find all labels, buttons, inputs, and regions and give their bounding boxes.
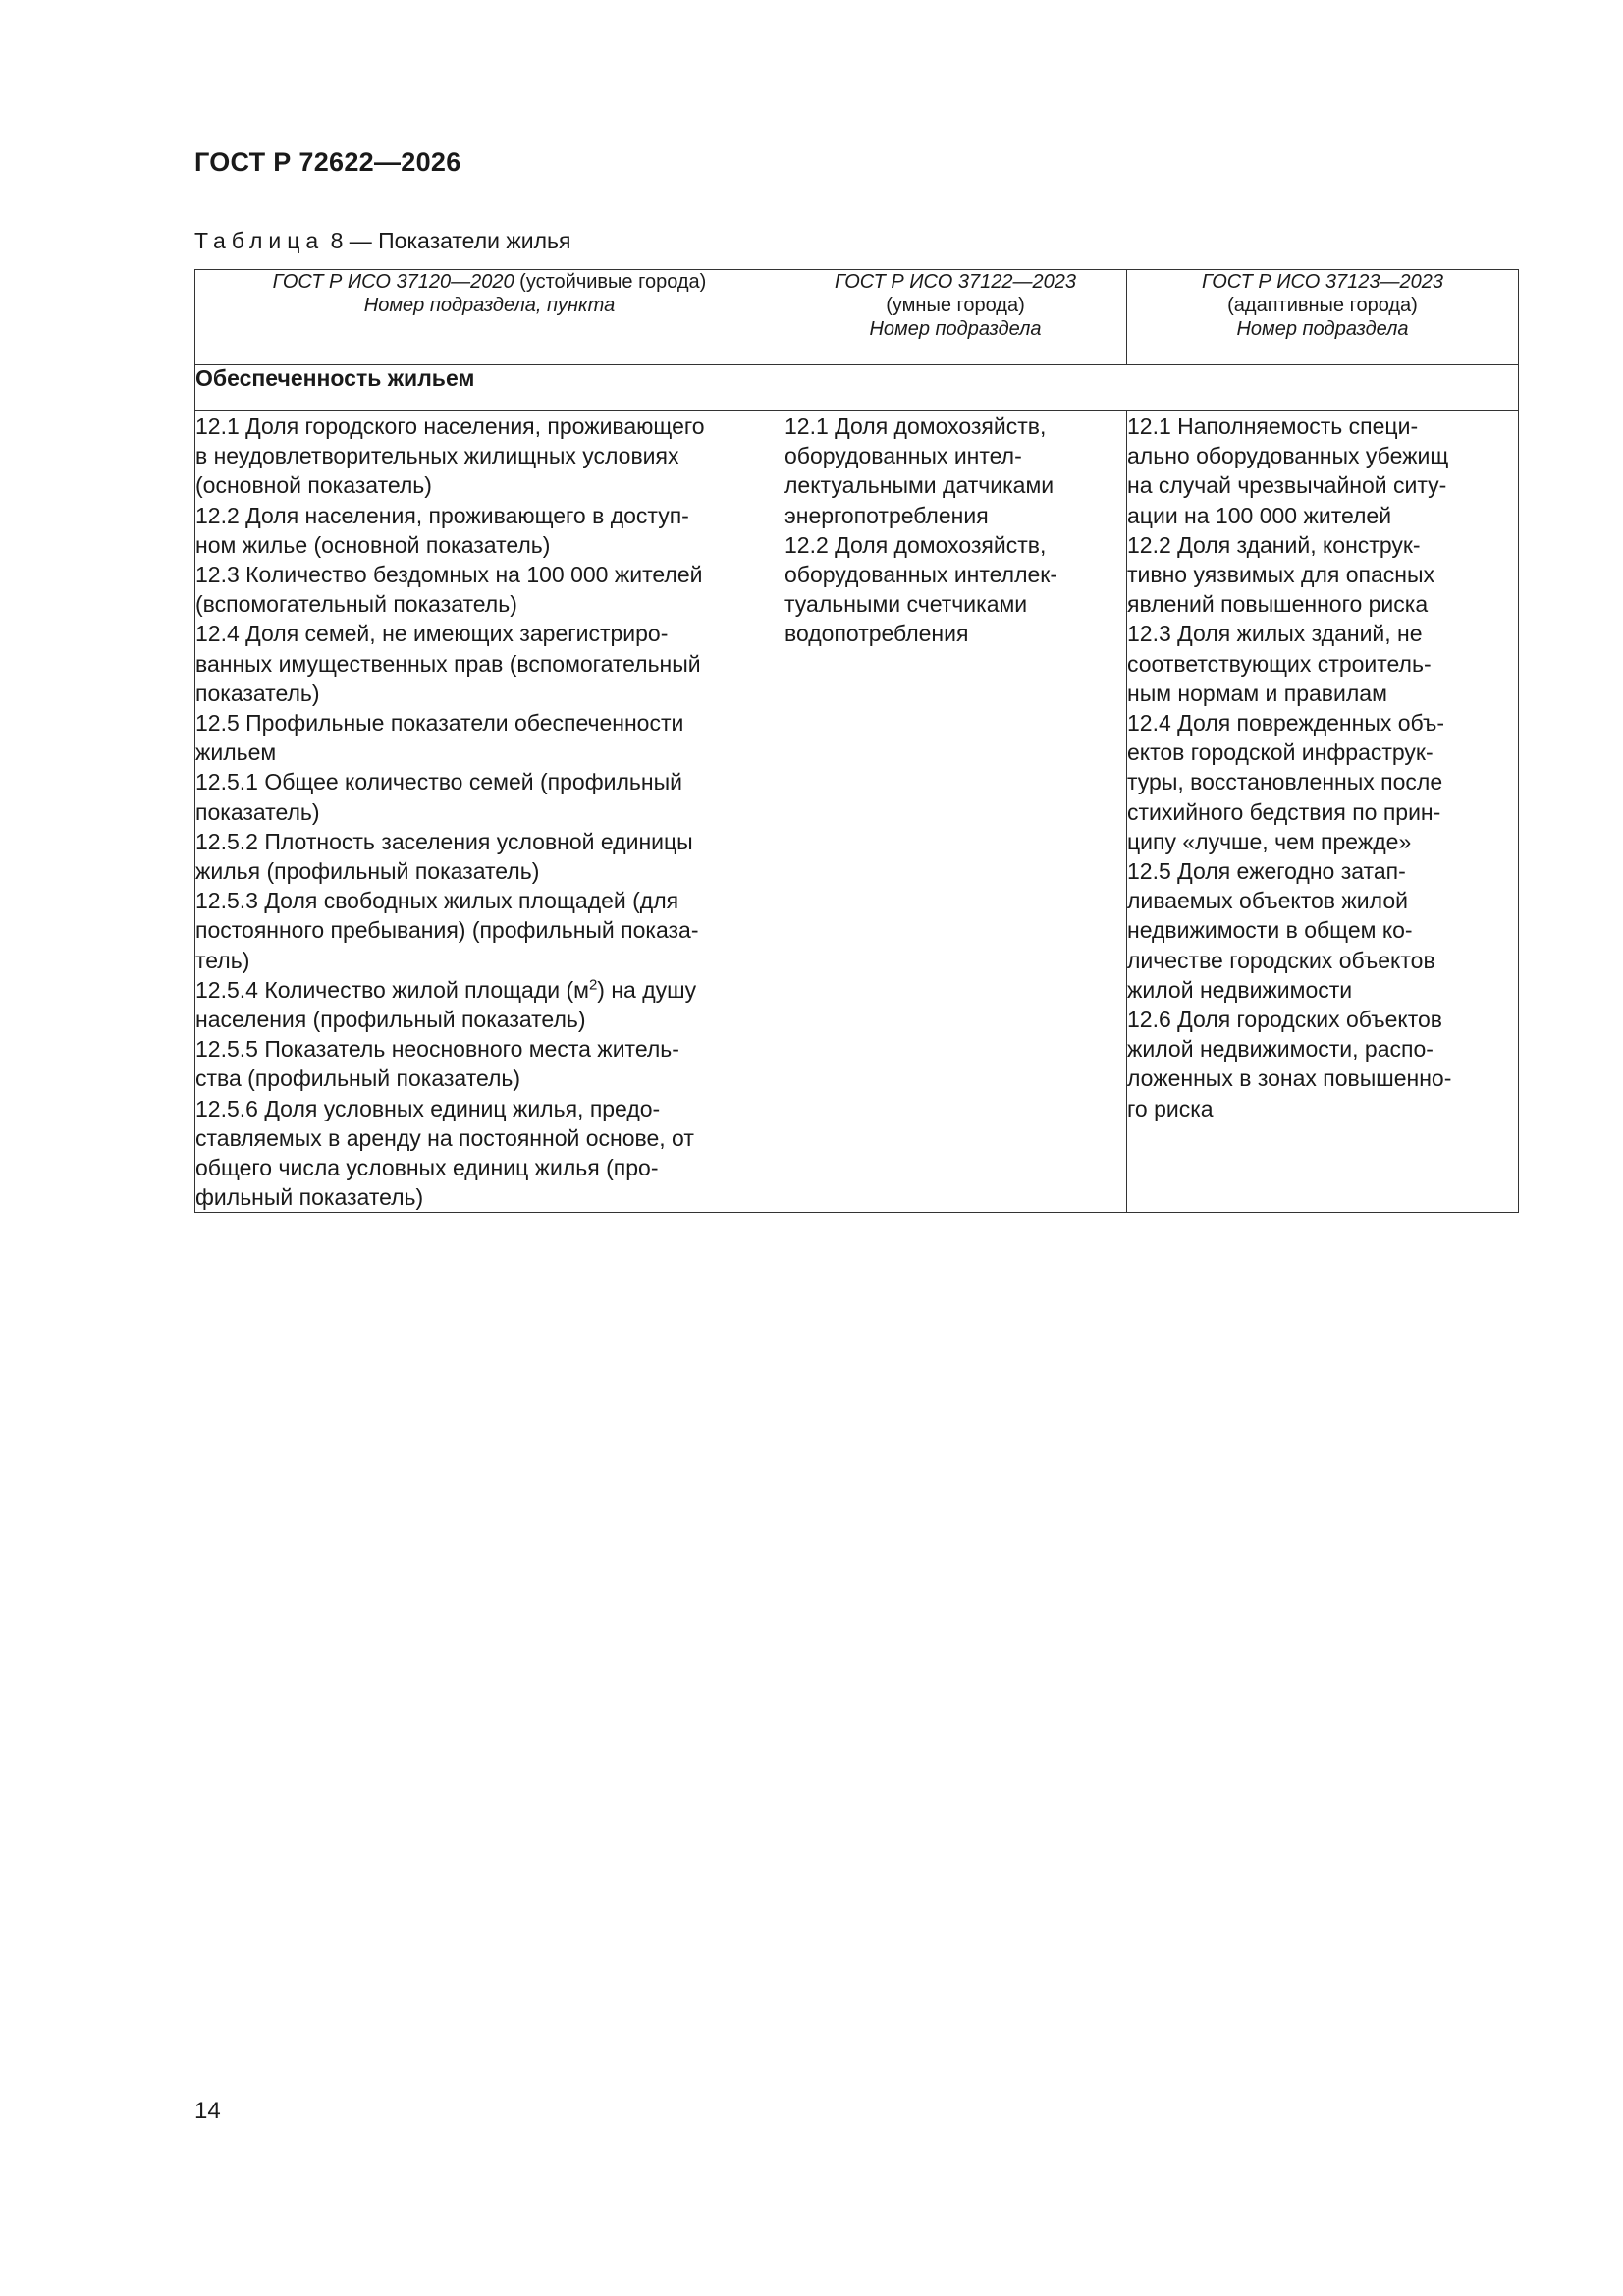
header-standard: ГОСТ Р ИСО 37123—2023 (1202, 271, 1443, 293)
cell-line: явлений повышенного риска (1127, 591, 1429, 618)
header-subtitle: (устойчивые города) (514, 271, 707, 293)
superscript: 2 (588, 976, 598, 994)
cell-line: 12.5 Профильные показатели обеспеченности (195, 710, 684, 737)
cell-line: постоянного пребывания) (профильный показа- (195, 917, 699, 944)
header-numbering: Номер подраздела, пункта (363, 295, 616, 316)
header-numbering: Номер подраздела (1236, 318, 1409, 340)
header-standard: ГОСТ Р ИСО 37122—2023 (835, 271, 1076, 293)
table-header-row (195, 270, 1519, 365)
cell-line (195, 975, 784, 1005)
cell-line: 12.5.1 Общее количество семей (профильный (195, 769, 682, 795)
table-caption (194, 228, 570, 254)
cell-line: туры, восстановленных после (1127, 769, 1443, 795)
cell-line: жильем (195, 739, 277, 766)
header-numbering: Номер подраздела (869, 318, 1042, 340)
cell-line-text: ) на душу (597, 976, 697, 1003)
table-caption-title: 8 — Показатели жилья (324, 228, 571, 253)
cell-line: 12.1 Доля городского населения, проживающего (195, 413, 705, 439)
cell-line: 12.1 Наполняемость специ- (1127, 413, 1419, 439)
cell-line: (вспомогательный показатель) (195, 591, 517, 618)
cell-line: 12.3 Количество бездомных на 100 000 жителей (195, 562, 703, 588)
header-subtitle: (адаптивные города) (1227, 295, 1418, 316)
cell-line: ном жилье (основной показатель) (195, 531, 551, 558)
header-cell-37123 (1127, 270, 1519, 365)
cell-line: 12.5.3 Доля свободных жилых площадей (для (195, 888, 679, 914)
header-subtitle: (умные города) (886, 295, 1025, 316)
cell-line: показатель) (195, 680, 320, 706)
cell-37122-items (784, 411, 1127, 1213)
cell-line: ным нормам и правилам (1127, 680, 1387, 706)
header-cell-37122 (784, 270, 1127, 365)
cell-line: туальными счетчиками (784, 591, 1028, 618)
section-row (195, 365, 1519, 411)
cell-line: ства (профильный показатель) (195, 1066, 521, 1092)
cell-line: тивно уязвимых для опасных (1127, 562, 1434, 588)
cell-line: 12.5.2 Плотность заселения условной единицы (195, 828, 693, 854)
cell-line: ектов городской инфраструк- (1127, 739, 1434, 766)
cell-line: жилой недвижимости (1127, 976, 1353, 1003)
cell-line: 12.6 Доля городских объектов (1127, 1007, 1442, 1033)
cell-line: стихийного бедствия по прин- (1127, 798, 1441, 825)
cell-line: 12.1 Доля домохозяйств, (784, 413, 1047, 439)
cell-line: показатель) (195, 798, 320, 825)
cell-line: на случай чрезвычайной ситу- (1127, 472, 1447, 499)
cell-line: соответствующих строитель- (1127, 650, 1432, 677)
cell-line: тель) (195, 947, 250, 973)
cell-line: водопотребления (784, 621, 969, 647)
table-caption-label: Таблица (194, 228, 325, 253)
cell-line: 12.2 Доля зданий, конструк- (1127, 531, 1421, 558)
cell-line: 12.5.5 Показатель неосновного места житель- (195, 1036, 679, 1063)
cell-line: ципу «лучше, чем прежде» (1127, 828, 1412, 854)
cell-37120-items (195, 411, 784, 1213)
cell-line: ливаемых объектов жилой (1127, 888, 1408, 914)
cell-line: лектуальными датчиками (784, 472, 1055, 499)
cell-line: 12.4 Доля семей, не имеющих зарегистриро- (195, 621, 669, 647)
cell-line: жилой недвижимости, распо- (1127, 1036, 1434, 1063)
cell-line: 12.4 Доля поврежденных объ- (1127, 710, 1444, 737)
cell-line: (основной показатель) (195, 472, 432, 499)
cell-line: го риска (1127, 1095, 1214, 1121)
table-body-row (195, 411, 1519, 1213)
cell-line: 12.5.6 Доля условных единиц жилья, предо- (195, 1095, 661, 1121)
cell-line: оборудованных интел- (784, 443, 1022, 469)
cell-line: в неудовлетворительных жилищных условиях (195, 443, 679, 469)
header-cell-37120 (195, 270, 784, 365)
document-code: ГОСТ Р 72622—2026 (194, 147, 461, 177)
cell-line-text: 12.5.4 Количество жилой площади (м (195, 976, 589, 1003)
cell-line: общего числа условных единиц жилья (про- (195, 1155, 659, 1181)
cell-line: недвижимости в общем ко- (1127, 917, 1413, 944)
page-number: 14 (194, 2098, 221, 2124)
section-title: Обеспеченность жильем (195, 365, 1519, 411)
cell-line: ложенных в зонах повышенно- (1127, 1066, 1452, 1092)
cell-line: ально оборудованных убежищ (1127, 443, 1449, 469)
cell-line: оборудованных интеллек- (784, 562, 1058, 588)
header-standard: ГОСТ Р ИСО 37120—2020 (272, 271, 514, 293)
cell-line: ставляемых в аренду на постоянной основе, от (195, 1124, 694, 1151)
cell-line: 12.3 Доля жилых зданий, не (1127, 621, 1423, 647)
cell-line: населения (профильный показатель) (195, 1007, 586, 1033)
cell-line: личестве городских объектов (1127, 947, 1435, 973)
cell-line: энергопотребления (784, 502, 989, 528)
cell-line: ации на 100 000 жителей (1127, 502, 1392, 528)
cell-line: ванных имущественных прав (вспомогательный (195, 650, 701, 677)
cell-line: 12.2 Доля населения, проживающего в доступ- (195, 502, 689, 528)
cell-37123-items (1127, 411, 1519, 1213)
cell-line: жилья (профильный показатель) (195, 858, 540, 885)
cell-line: 12.5 Доля ежегодно затап- (1127, 858, 1406, 885)
indicators-table (194, 269, 1519, 1213)
cell-line: 12.2 Доля домохозяйств, (784, 531, 1047, 558)
cell-line: фильный показатель) (195, 1184, 424, 1211)
